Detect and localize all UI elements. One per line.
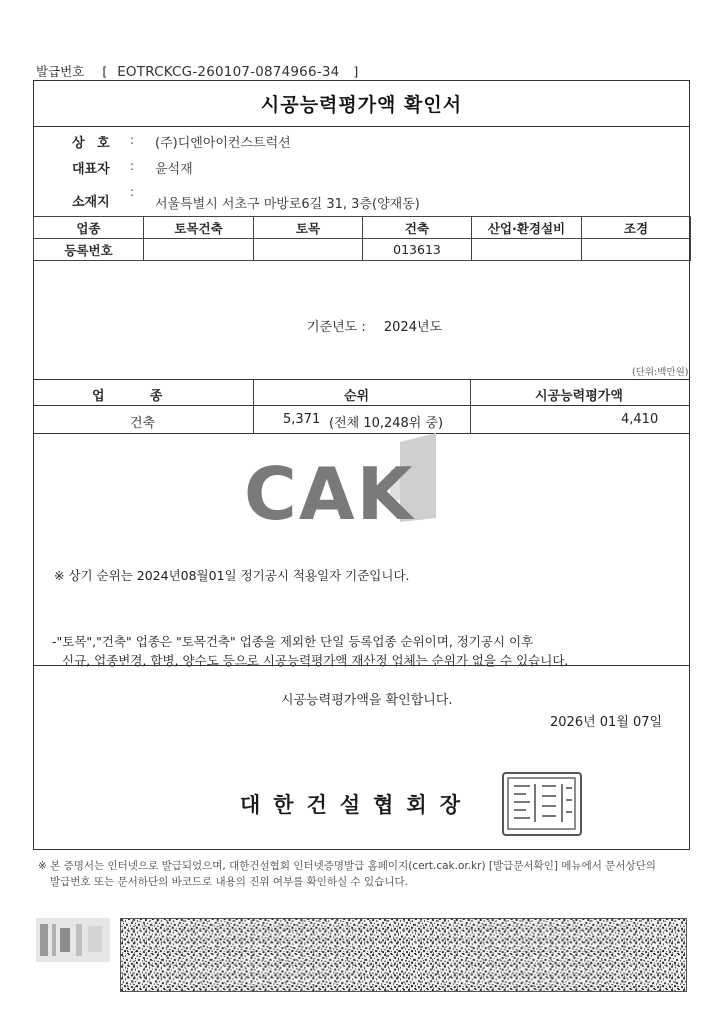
- notes-divider: [33, 665, 690, 666]
- base-year-line: [307, 316, 442, 335]
- license-header-landscape: 조경: [582, 217, 691, 239]
- rank-table-mid-line: [33, 405, 690, 406]
- unit-label: (단위:백만원): [632, 367, 689, 378]
- rank-row-rank: 5,371: [283, 412, 321, 427]
- title-box: [33, 80, 690, 127]
- issue-number-label: 발급번호: [36, 64, 85, 79]
- representative-label: 대표자: [72, 162, 110, 177]
- rank-header-type: 업 종: [92, 389, 163, 404]
- license-cell-landscape: [582, 239, 691, 261]
- document-title: 시공능력평가액 확인서: [260, 93, 463, 116]
- address-label: 소재지: [72, 195, 110, 210]
- license-cell-architecture: 013613: [363, 239, 472, 261]
- detail-note-line-2: 신규, 업종변경, 합병, 양수도 등으로 시공능력평가액 재산정 업체는 순위가 없을 수 있습니다.: [62, 653, 569, 668]
- address-value: 서울특별시 서초구 마방로6길 31, 3층(양재동): [155, 197, 420, 212]
- license-number-row: [34, 239, 691, 261]
- base-year-value: 2024년도: [383, 320, 443, 335]
- rank-header-amount: 시공능력평가액: [535, 389, 623, 404]
- license-header-industrial: 산업·환경설비: [472, 217, 582, 239]
- document-barcode-icon: [120, 918, 687, 992]
- rank-row-amount: 4,410: [621, 412, 659, 427]
- issuer-name: 대한건설협회장: [240, 793, 474, 817]
- footer-line-2: 발급번호 또는 문서하단의 바코드로 내용의 진위 여부를 확인하실 수 있습니다.: [50, 876, 408, 888]
- small-barcode-icon: [36, 918, 110, 962]
- rank-table-divider-1: [253, 379, 254, 433]
- footer-line-1: ※ 본 증명서는 인터넷으로 발급되었으며, 대한건설협회 인터넷증명발급 홈페이지(cert.cak.or.kr) [발급문서확인] 메뉴에서 문서상단의: [38, 860, 656, 872]
- rank-basis-note: ※ 상기 순위는 2024년08월01일 정기공시 적용일자 기준입니다.: [54, 568, 410, 583]
- rank-row-type: 건축: [130, 416, 156, 431]
- company-name-label: 상 호: [72, 136, 114, 151]
- representative-colon: :: [130, 159, 135, 173]
- license-header-row: [34, 217, 691, 239]
- base-year-label: 기준년도 :: [307, 320, 366, 335]
- address-colon: :: [130, 185, 135, 199]
- issue-date: 2026년 01월 07일: [550, 715, 663, 730]
- license-header-civil-architecture: 토목건축: [144, 217, 254, 239]
- official-seal: [502, 772, 582, 836]
- confirm-text: 시공능력평가액을 확인합니다.: [281, 693, 453, 708]
- license-row-label: 등록번호: [34, 239, 144, 261]
- rank-table-divider-2: [470, 379, 471, 433]
- issue-number-line: [36, 62, 358, 80]
- seal-pattern-icon: [504, 774, 579, 833]
- license-table: [33, 216, 691, 261]
- rank-table-top-line: [33, 379, 690, 380]
- license-cell-industrial: [472, 239, 582, 261]
- company-name-value: (주)디엔아이컨스트럭션: [155, 136, 291, 151]
- representative-value: 윤석재: [155, 162, 193, 177]
- license-cell-civil: [254, 239, 363, 261]
- company-name-colon: :: [130, 133, 135, 147]
- license-header-civil: 토목: [254, 217, 363, 239]
- issue-bracket-close: ]: [353, 64, 359, 79]
- license-cell-civil-architecture: [144, 239, 254, 261]
- cak-logo-text: CAK: [244, 452, 415, 536]
- issue-number-value: EOTRCKCG-260107-0874966-34: [117, 64, 340, 80]
- issue-bracket-open: [: [102, 64, 108, 79]
- license-header-type: 업종: [34, 217, 144, 239]
- rank-header-rank: 순위: [344, 389, 370, 404]
- detail-note-line-1: -"토목","건축" 업종은 "토목건축" 업종을 제외한 단일 등록업종 순위이며, 정기공시 이후: [52, 634, 534, 649]
- license-header-architecture: 건축: [363, 217, 472, 239]
- rank-row-rank-total: (전체 10,248위 중): [329, 416, 444, 431]
